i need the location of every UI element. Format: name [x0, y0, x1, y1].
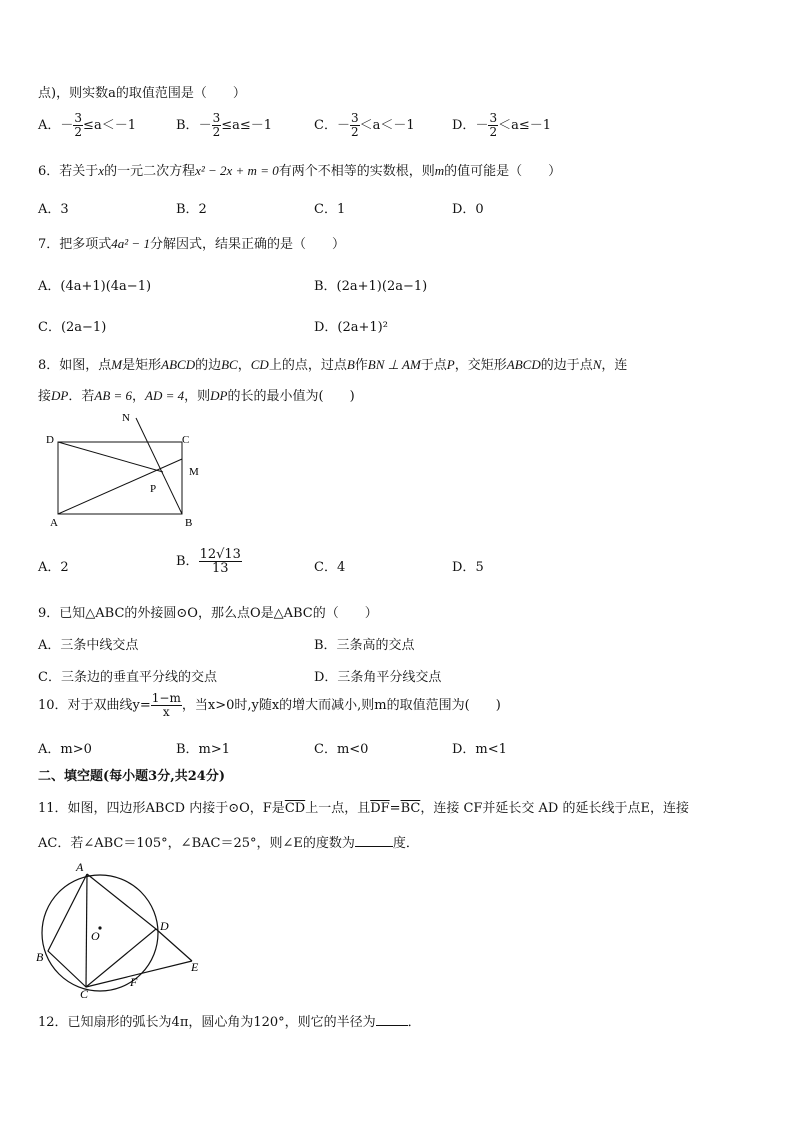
q8-option-a: A．2 [38, 560, 69, 575]
q6-option-d: D．0 [452, 202, 484, 217]
section-2-title: 二、填空题(每小题3分,共24分) [38, 769, 225, 784]
q10-option-a: A．m>0 [38, 742, 92, 757]
q5-option-b: B．－ $\frac{3}{2}$ ≤a≤－1 [176, 111, 273, 139]
label-p: P [150, 483, 157, 495]
q5-option-d: D．－ $\frac{3}{2}$ ＜a≤－1 [452, 111, 552, 139]
label-c: C [182, 434, 190, 446]
q7-option-a: A．(4a+1)(4a−1) [38, 279, 152, 294]
q11-circle-figure [30, 858, 220, 998]
q8-option-b: B． $\frac{12√13}{13}$ [176, 547, 241, 576]
q10-option-d: D．m<1 [452, 742, 507, 757]
arc-bc: $\overline{BC}$ [400, 801, 421, 816]
q9-stem: 9．已知△ABC的外接圆⊙O，那么点O是△ABC的（ ） [38, 606, 378, 621]
q7-option-d: D．(2a+1)² [314, 320, 388, 335]
q8-stem-line1: 8．如图，点M是矩形ABCD的边BC，CD上的点，过点B作BN ⊥ AM于点P，交矩形ABCD的边于点N，连 [38, 357, 628, 373]
q10-option-b: B．m>1 [176, 742, 231, 757]
q6-option-c: C．1 [314, 202, 346, 217]
q8-option-d: D．5 [452, 560, 484, 575]
q5-option-a: A．－ $\frac{3}{2}$ ≤a＜－1 [38, 111, 136, 139]
q10-stem: 10．对于双曲线y= $\frac{1-m}{x}$ ，当x>0时,y随x的增大而减小,则m的取值范围为( ) [38, 691, 501, 719]
arc-df: $\overline{DF}$ [370, 801, 390, 816]
q5-stem-tail: 点)，则实数a的取值范围是（ ） [38, 86, 246, 101]
line-de [156, 929, 192, 961]
q6-option-b: B．2 [176, 202, 207, 217]
label-f: F [130, 975, 138, 989]
label-d: D [46, 434, 54, 446]
label-a: A [76, 860, 84, 874]
line-am [58, 459, 182, 514]
q9-option-c: C．三条边的垂直平分线的交点 [38, 670, 217, 685]
label-d: D [160, 919, 169, 933]
label-b: B [36, 950, 44, 964]
rect-abcd [58, 442, 182, 514]
q7-stem: 7．把多项式4a² − 1分解因式，结果正确的是（ ） [38, 236, 345, 252]
label-a: A [50, 517, 58, 529]
q10-option-c: C．m<0 [314, 742, 369, 757]
q7-option-b: B．(2a+1)(2a−1) [314, 279, 428, 294]
answer-blank[interactable] [355, 846, 393, 847]
q7-option-c: C．(2a−1) [38, 320, 107, 335]
q11-stem-line1: 11．如图，四边形ABCD 内接于⊙O，F是$\overline{CD}$上一点，且$\overline{DF}=\overline{BC}$，连接 CF并延长交 AD 的延长线于点E，连接 [38, 801, 689, 816]
label-b: B [185, 517, 193, 529]
answer-blank[interactable] [376, 1025, 408, 1026]
q6-option-a: A．3 [38, 202, 69, 217]
arc-cd: $\overline{CD}$ [284, 801, 306, 816]
q8-rectangle-figure [40, 405, 220, 535]
q8-option-c: C．4 [314, 560, 346, 575]
label-o: O [91, 929, 100, 943]
label-m: M [189, 466, 199, 478]
q9-option-a: A．三条中线交点 [38, 638, 139, 653]
q9-option-d: D．三条角平分线交点 [314, 670, 442, 685]
q8-stem-line2: 接DP．若AB = 6，AD = 4，则DP的长的最小值为( ) [38, 388, 355, 404]
q12-stem: 12．已知扇形的弧长为4π，圆心角为120°，则它的半径为 ． [38, 1015, 421, 1030]
label-c: C [80, 987, 89, 998]
q11-stem-line2: AC．若∠ABC＝105°，∠BAC＝25°，则∠E的度数为 度． [38, 836, 419, 851]
q6-stem: 6．若关于x的一元二次方程x² − 2x + m = 0有两个不相等的实数根，则m的值可能是（ ） [38, 163, 562, 179]
line-dp [58, 442, 163, 472]
label-n: N [122, 412, 130, 424]
line-ac [86, 874, 87, 987]
q9-option-b: B．三条高的交点 [314, 638, 415, 653]
q5-option-c: C．－ $\frac{3}{2}$ ＜a＜－1 [314, 111, 415, 139]
label-e: E [191, 960, 199, 974]
